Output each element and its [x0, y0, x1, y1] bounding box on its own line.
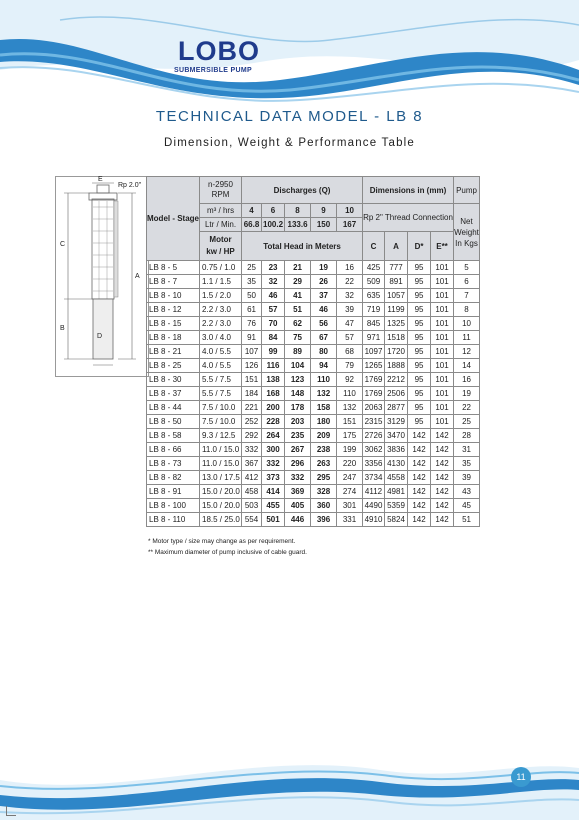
table-cell: 142 — [408, 429, 431, 443]
table-cell: 891 — [385, 275, 408, 289]
table-cell: 32 — [337, 289, 363, 303]
motor-bottom: kw / HP — [206, 247, 235, 256]
table-cell: 3836 — [385, 443, 408, 457]
table-cell: 51 — [454, 513, 480, 527]
m3-value: 4 — [242, 204, 262, 218]
table-cell: 554 — [242, 513, 262, 527]
table-cell: 32 — [262, 275, 285, 289]
table-cell: 200 — [262, 401, 285, 415]
table-cell: 220 — [337, 457, 363, 471]
table-cell: 11.0 / 15.0 — [200, 457, 242, 471]
table-cell: 3129 — [385, 415, 408, 429]
table-cell: 2.2 / 3.0 — [200, 303, 242, 317]
table-cell: 367 — [242, 457, 262, 471]
pump-dimension-diagram — [55, 176, 149, 377]
motor-label — [200, 232, 242, 261]
ltr-value: 66.8 — [242, 218, 262, 232]
table-cell: 22 — [454, 401, 480, 415]
table-cell: 151 — [242, 373, 262, 387]
table-cell: 2063 — [363, 401, 385, 415]
table-cell: 425 — [363, 261, 385, 275]
table-row — [147, 443, 480, 457]
table-cell: 11 — [454, 331, 480, 345]
table-cell: 4112 — [363, 485, 385, 499]
table-row — [147, 471, 480, 485]
dim-col-c: C — [363, 232, 385, 261]
table-cell: 635 — [363, 289, 385, 303]
col-pump: Pump — [454, 177, 480, 204]
table-cell: 4981 — [385, 485, 408, 499]
model-cell: LB 8 - 110 — [147, 513, 200, 527]
col-discharges: Discharges (Q) — [242, 177, 363, 204]
table-cell: 25 — [454, 415, 480, 429]
table-cell: 158 — [311, 401, 337, 415]
technical-data-table — [146, 176, 480, 527]
table-cell: 4.0 / 5.5 — [200, 345, 242, 359]
rpm-bottom: RPM — [211, 190, 230, 199]
table-cell: 1265 — [363, 359, 385, 373]
table-cell: 19 — [311, 261, 337, 275]
model-cell: LB 8 - 30 — [147, 373, 200, 387]
table-cell: 6 — [454, 275, 480, 289]
table-cell: 95 — [408, 261, 431, 275]
m3-value: 9 — [311, 204, 337, 218]
model-cell: LB 8 - 15 — [147, 317, 200, 331]
table-cell: 247 — [337, 471, 363, 485]
model-cell: LB 8 - 25 — [147, 359, 200, 373]
dimension-label-b: B — [60, 325, 65, 332]
table-cell: 89 — [285, 345, 311, 359]
table-cell: 104 — [285, 359, 311, 373]
model-cell: LB 8 - 21 — [147, 345, 200, 359]
table-cell: 296 — [285, 457, 311, 471]
table-cell: 28 — [454, 429, 480, 443]
table-cell: 92 — [337, 373, 363, 387]
table-cell: 110 — [337, 387, 363, 401]
dimension-label-rp: Rp 2.0" — [118, 182, 142, 189]
table-cell: 777 — [385, 261, 408, 275]
table-cell: 7.5 / 10.0 — [200, 401, 242, 415]
table-cell: 360 — [311, 499, 337, 513]
table-cell: 221 — [242, 401, 262, 415]
table-cell: 1199 — [385, 303, 408, 317]
model-cell: LB 8 - 12 — [147, 303, 200, 317]
table-cell: 142 — [408, 513, 431, 527]
corner-crop-mark — [6, 806, 16, 816]
dim-col-e: E** — [431, 232, 454, 261]
table-cell: 3356 — [363, 457, 385, 471]
table-cell: 11.0 / 15.0 — [200, 443, 242, 457]
model-cell: LB 8 - 5 — [147, 261, 200, 275]
table-cell: 238 — [311, 443, 337, 457]
table-cell: 328 — [311, 485, 337, 499]
table-cell: 67 — [311, 331, 337, 345]
table-cell: 107 — [242, 345, 262, 359]
table-cell: 2877 — [385, 401, 408, 415]
table-cell: 68 — [337, 345, 363, 359]
table-cell: 142 — [408, 443, 431, 457]
table-cell: 95 — [408, 303, 431, 317]
table-cell: 1.5 / 2.0 — [200, 289, 242, 303]
table-row — [147, 457, 480, 471]
table-cell: 13.0 / 17.5 — [200, 471, 242, 485]
table-cell: 142 — [431, 485, 454, 499]
table-cell: 75 — [285, 331, 311, 345]
table-cell: 1325 — [385, 317, 408, 331]
table-cell: 101 — [431, 317, 454, 331]
table-cell: 4558 — [385, 471, 408, 485]
col-dimensions: Dimensions in (mm) — [363, 177, 454, 204]
table-cell: 3.0 / 4.0 — [200, 331, 242, 345]
table-cell: 331 — [337, 513, 363, 527]
table-cell: 332 — [285, 471, 311, 485]
table-cell: 1.1 / 1.5 — [200, 275, 242, 289]
page-title: TECHNICAL DATA MODEL - LB 8 — [155, 108, 424, 125]
table-cell: 1097 — [363, 345, 385, 359]
thread-connection: Rp 2" Thread Connection — [363, 204, 454, 232]
table-cell: 7.5 / 10.0 — [200, 415, 242, 429]
table-cell: 3062 — [363, 443, 385, 457]
table-cell: 4910 — [363, 513, 385, 527]
table-cell: 2212 — [385, 373, 408, 387]
table-cell: 300 — [262, 443, 285, 457]
table-cell: 16 — [337, 261, 363, 275]
table-cell: 47 — [337, 317, 363, 331]
table-cell: 95 — [408, 331, 431, 345]
table-cell: 95 — [408, 387, 431, 401]
table-cell: 46 — [262, 289, 285, 303]
table-cell: 70 — [262, 317, 285, 331]
table-cell: 458 — [242, 485, 262, 499]
table-cell: 45 — [454, 499, 480, 513]
table-cell: 2315 — [363, 415, 385, 429]
table-cell: 209 — [311, 429, 337, 443]
header-row-1 — [147, 177, 480, 204]
table-cell: 263 — [311, 457, 337, 471]
table-cell: 1888 — [385, 359, 408, 373]
table-cell: 2506 — [385, 387, 408, 401]
table-row — [147, 275, 480, 289]
table-cell: 101 — [431, 359, 454, 373]
table-cell: 203 — [285, 415, 311, 429]
footnotes — [148, 536, 307, 558]
table-cell: 332 — [262, 457, 285, 471]
motor-top: Motor — [209, 235, 232, 244]
table-cell: 43 — [454, 485, 480, 499]
table-cell: 175 — [337, 429, 363, 443]
table-cell: 95 — [408, 359, 431, 373]
table-cell: 35 — [454, 457, 480, 471]
table-cell: 95 — [408, 401, 431, 415]
table-cell: 23 — [262, 261, 285, 275]
table-cell: 95 — [408, 373, 431, 387]
model-cell: LB 8 - 82 — [147, 471, 200, 485]
table-row — [147, 513, 480, 527]
table-cell: 15.0 / 20.0 — [200, 485, 242, 499]
table-cell: 235 — [285, 429, 311, 443]
table-cell: 151 — [337, 415, 363, 429]
table-cell: 84 — [262, 331, 285, 345]
table-cell: 35 — [242, 275, 262, 289]
table-cell: 274 — [337, 485, 363, 499]
table-cell: 39 — [337, 303, 363, 317]
m3-value: 10 — [337, 204, 363, 218]
logo-wordmark: LOBO — [178, 36, 260, 66]
table-cell: 142 — [431, 499, 454, 513]
dimension-label-c: C — [60, 241, 66, 248]
total-head: Total Head in Meters — [242, 232, 363, 261]
m3-label: m³ / hrs — [200, 204, 242, 218]
table-cell: 845 — [363, 317, 385, 331]
table-cell: 56 — [311, 317, 337, 331]
table-cell: 7 — [454, 289, 480, 303]
table-cell: 719 — [363, 303, 385, 317]
table-cell: 95 — [408, 415, 431, 429]
ltr-value: 167 — [337, 218, 363, 232]
table-row — [147, 303, 480, 317]
table-cell: 142 — [431, 513, 454, 527]
table-cell: 301 — [337, 499, 363, 513]
table-cell: 148 — [285, 387, 311, 401]
table-cell: 2726 — [363, 429, 385, 443]
table-cell: 503 — [242, 499, 262, 513]
table-cell: 0.75 / 1.0 — [200, 261, 242, 275]
model-cell: LB 8 - 58 — [147, 429, 200, 443]
footnote: ** Maximum diameter of pump inclusive of cable guard. — [148, 549, 307, 556]
table-cell: 76 — [242, 317, 262, 331]
table-cell: 455 — [262, 499, 285, 513]
table-row — [147, 429, 480, 443]
table-cell: 332 — [242, 443, 262, 457]
table-cell: 101 — [431, 275, 454, 289]
table-cell: 180 — [311, 415, 337, 429]
table-body — [147, 261, 480, 527]
table-cell: 110 — [311, 373, 337, 387]
table-cell: 29 — [285, 275, 311, 289]
table-cell: 178 — [285, 401, 311, 415]
table-row — [147, 359, 480, 373]
table-cell: 4490 — [363, 499, 385, 513]
table-cell: 61 — [242, 303, 262, 317]
table-cell: 3734 — [363, 471, 385, 485]
table-cell: 95 — [408, 317, 431, 331]
table-cell: 62 — [285, 317, 311, 331]
table-cell: 142 — [408, 471, 431, 485]
table-cell: 101 — [431, 373, 454, 387]
logo-tagline: SUBMERSIBLE PUMP — [174, 67, 252, 74]
dimension-label-d: D — [97, 333, 103, 340]
table-cell: 4.0 / 5.5 — [200, 359, 242, 373]
table-cell: 15.0 / 20.0 — [200, 499, 242, 513]
table-cell: 142 — [431, 443, 454, 457]
col-model-stage: Model - Stage — [147, 177, 200, 261]
model-cell: LB 8 - 18 — [147, 331, 200, 345]
dimension-label-a: A — [135, 273, 140, 280]
table-cell: 1769 — [363, 387, 385, 401]
table-cell: 1720 — [385, 345, 408, 359]
table-cell: 19 — [454, 387, 480, 401]
table-cell: 132 — [337, 401, 363, 415]
table-cell: 101 — [431, 401, 454, 415]
table-cell: 80 — [311, 345, 337, 359]
model-cell: LB 8 - 7 — [147, 275, 200, 289]
table-cell: 10 — [454, 317, 480, 331]
table-cell: 123 — [285, 373, 311, 387]
header-wave-graphic — [0, 0, 579, 110]
table-row — [147, 373, 480, 387]
table-cell: 4130 — [385, 457, 408, 471]
table-cell: 25 — [242, 261, 262, 275]
table-cell: 101 — [431, 345, 454, 359]
table-row — [147, 401, 480, 415]
table-cell: 373 — [262, 471, 285, 485]
table-cell: 414 — [262, 485, 285, 499]
table-cell: 99 — [262, 345, 285, 359]
table-cell: 12 — [454, 345, 480, 359]
net-weight: Net Weight In Kgs — [454, 204, 480, 261]
table-cell: 132 — [311, 387, 337, 401]
table-cell: 142 — [431, 429, 454, 443]
table-cell: 21 — [285, 261, 311, 275]
table-cell: 91 — [242, 331, 262, 345]
page-subtitle: Dimension, Weight & Performance Table — [163, 137, 416, 149]
table-cell: 3470 — [385, 429, 408, 443]
table-cell: 95 — [408, 345, 431, 359]
dimension-label-e: E — [98, 176, 103, 183]
table-cell: 101 — [431, 303, 454, 317]
table-row — [147, 317, 480, 331]
table-cell: 184 — [242, 387, 262, 401]
rpm-top: n-2950 — [208, 180, 233, 189]
table-row — [147, 345, 480, 359]
table-cell: 79 — [337, 359, 363, 373]
table-cell: 396 — [311, 513, 337, 527]
model-cell: LB 8 - 37 — [147, 387, 200, 401]
table-cell: 501 — [262, 513, 285, 527]
dim-col-d: D* — [408, 232, 431, 261]
table-cell: 101 — [431, 331, 454, 345]
table-cell: 101 — [431, 289, 454, 303]
table-cell: 509 — [363, 275, 385, 289]
table-cell: 37 — [311, 289, 337, 303]
m3-value: 8 — [285, 204, 311, 218]
ltr-label: Ltr / Min. — [200, 218, 242, 232]
model-cell: LB 8 - 10 — [147, 289, 200, 303]
model-cell: LB 8 - 44 — [147, 401, 200, 415]
m3-value: 6 — [262, 204, 285, 218]
model-cell: LB 8 - 91 — [147, 485, 200, 499]
model-cell: LB 8 - 50 — [147, 415, 200, 429]
table-cell: 50 — [242, 289, 262, 303]
table-cell: 252 — [242, 415, 262, 429]
table-cell: 18.5 / 25.0 — [200, 513, 242, 527]
table-cell: 446 — [285, 513, 311, 527]
table-cell: 142 — [408, 457, 431, 471]
table-cell: 1518 — [385, 331, 408, 345]
table-row — [147, 499, 480, 513]
table-cell: 101 — [431, 387, 454, 401]
table-cell: 292 — [242, 429, 262, 443]
table-cell: 142 — [408, 499, 431, 513]
footnote: * Motor type / size may change as per requirement. — [148, 538, 296, 545]
table-cell: 971 — [363, 331, 385, 345]
model-cell: LB 8 - 66 — [147, 443, 200, 457]
table-cell: 5359 — [385, 499, 408, 513]
table-cell: 126 — [242, 359, 262, 373]
table-cell: 1769 — [363, 373, 385, 387]
table-cell: 101 — [431, 261, 454, 275]
table-cell: 22 — [337, 275, 363, 289]
table-cell: 57 — [337, 331, 363, 345]
table-cell: 31 — [454, 443, 480, 457]
table-cell: 142 — [408, 485, 431, 499]
table-cell: 8 — [454, 303, 480, 317]
model-cell: LB 8 - 100 — [147, 499, 200, 513]
table-cell: 95 — [408, 275, 431, 289]
table-cell: 39 — [454, 471, 480, 485]
table-cell: 264 — [262, 429, 285, 443]
table-cell: 412 — [242, 471, 262, 485]
table-row — [147, 485, 480, 499]
table-row — [147, 289, 480, 303]
table-cell: 41 — [285, 289, 311, 303]
table-cell: 16 — [454, 373, 480, 387]
table-row — [147, 331, 480, 345]
table-cell: 5 — [454, 261, 480, 275]
rpm-label — [200, 177, 242, 204]
model-cell: LB 8 - 73 — [147, 457, 200, 471]
table-cell: 5.5 / 7.5 — [200, 387, 242, 401]
table-cell: 46 — [311, 303, 337, 317]
lobo-logo — [172, 36, 282, 80]
table-cell: 267 — [285, 443, 311, 457]
table-cell: 228 — [262, 415, 285, 429]
table-cell: 94 — [311, 359, 337, 373]
table-cell: 101 — [431, 415, 454, 429]
dim-col-a: A — [385, 232, 408, 261]
table-cell: 142 — [431, 471, 454, 485]
table-cell: 138 — [262, 373, 285, 387]
table-cell: 95 — [408, 289, 431, 303]
table-cell: 51 — [285, 303, 311, 317]
ltr-value: 100.2 — [262, 218, 285, 232]
table-cell: 295 — [311, 471, 337, 485]
table-row — [147, 261, 480, 275]
table-cell: 1057 — [385, 289, 408, 303]
table-row — [147, 387, 480, 401]
table-cell: 116 — [262, 359, 285, 373]
table-cell: 26 — [311, 275, 337, 289]
footer-wave-graphic — [0, 740, 579, 820]
table-row — [147, 415, 480, 429]
table-cell: 5.5 / 7.5 — [200, 373, 242, 387]
table-cell: 57 — [262, 303, 285, 317]
table-cell: 9.3 / 12.5 — [200, 429, 242, 443]
table-cell: 14 — [454, 359, 480, 373]
table-cell: 199 — [337, 443, 363, 457]
table-cell: 405 — [285, 499, 311, 513]
table-cell: 5824 — [385, 513, 408, 527]
table-cell: 142 — [431, 457, 454, 471]
ltr-value: 150 — [311, 218, 337, 232]
page-number: 11 — [511, 767, 531, 787]
ltr-value: 133.6 — [285, 218, 311, 232]
table-cell: 2.2 / 3.0 — [200, 317, 242, 331]
table-cell: 369 — [285, 485, 311, 499]
table-cell: 168 — [262, 387, 285, 401]
